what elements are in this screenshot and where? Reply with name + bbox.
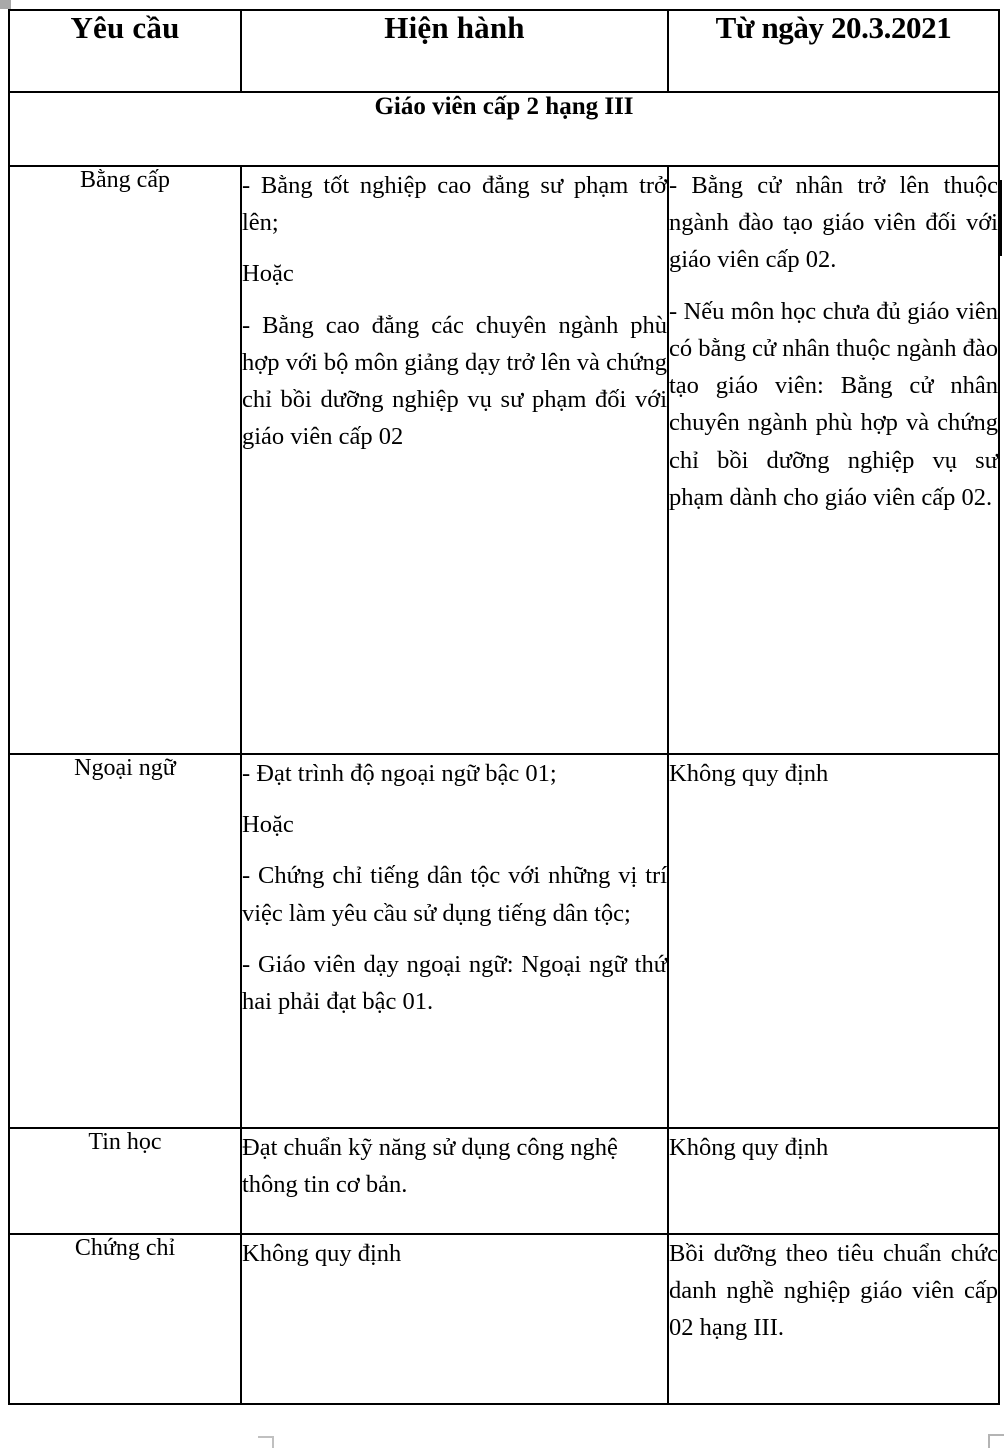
- column-header-requirement: Yêu cầu: [9, 10, 241, 92]
- column-header-new-date: Từ ngày 20.3.2021: [668, 10, 999, 92]
- cell-current-informatics: [241, 1128, 668, 1234]
- group-title-row: [9, 92, 999, 166]
- paragraph: - Nếu môn học chưa đủ giáo viên có bằng cử nhân thuộc ngành đào tạo giáo viên: Bằng cử nhân chuyên ngành phù hợp và chứng chỉ bồi dưỡng nghiệp vụ sư phạm dành cho giáo viên cấp 02.: [669, 297, 998, 511]
- group-title-cell: Giáo viên cấp 2 hạng III: [9, 92, 999, 166]
- row-label-informatics: Tin học: [9, 1128, 241, 1234]
- paragraph: - Bằng tốt nghiệp cao đẳng sư phạm trở lên;: [242, 172, 667, 237]
- cell-new-informatics: [668, 1128, 999, 1234]
- paragraph: Không quy định: [242, 1240, 402, 1267]
- paragraph: - Bằng cử nhân trở lên thuộc ngành đào tạo giáo viên đối với giáo viên cấp 02.: [669, 172, 998, 274]
- table-row: [9, 754, 999, 1128]
- cell-current-degree: [241, 166, 668, 754]
- table-header: [9, 10, 999, 92]
- row-label-degree: Bằng cấp: [9, 166, 241, 754]
- table-row: [9, 166, 999, 754]
- cell-current-foreign-language: [241, 754, 668, 1128]
- table-row: [9, 1234, 999, 1404]
- header-row: [9, 10, 999, 92]
- scan-artifact-bottom-right: [988, 1434, 1004, 1448]
- cell-new-certificate: [668, 1234, 999, 1404]
- table-row: [9, 1128, 999, 1234]
- paragraph: - Giáo viên dạy ngoại ngữ: Ngoại ngữ thứ hai phải đạt bậc 01.: [242, 950, 667, 1016]
- paragraph: - Đạt trình độ ngoại ngữ bậc 01;: [242, 760, 557, 787]
- paragraph: Bồi dưỡng theo tiêu chuẩn chức danh nghề nghiệp giáo viên cấp 02 hạng III.: [669, 1240, 998, 1342]
- row-label-foreign-language: Ngoại ngữ: [9, 754, 241, 1128]
- cell-current-certificate: [241, 1234, 668, 1404]
- cell-new-foreign-language: [668, 754, 999, 1128]
- scan-artifact-bottom-left: [258, 1436, 274, 1448]
- row-label-certificate: Chứng chỉ: [9, 1234, 241, 1404]
- paragraph: Hoặc: [242, 811, 294, 839]
- paragraph: Hoặc: [242, 260, 294, 288]
- scan-artifact-right-edge: [999, 180, 1002, 256]
- paragraph: Không quy định: [669, 1134, 829, 1161]
- paragraph: Không quy định: [669, 760, 829, 787]
- paragraph: - Bằng cao đẳng các chuyên ngành phù hợp với bộ môn giảng dạy trở lên và chứng chỉ bồi dưỡng nghiệp vụ sư phạm đối với giáo viên cấp 02: [242, 311, 667, 451]
- scan-artifact-top-left: [0, 0, 11, 9]
- requirements-comparison-table: [8, 9, 1000, 1405]
- cell-new-degree: [668, 166, 999, 754]
- table-body: [9, 92, 999, 1404]
- paragraph: - Chứng chỉ tiếng dân tộc với những vị trí việc làm yêu cầu sử dụng tiếng dân tộc;: [242, 862, 667, 927]
- column-header-current: Hiện hành: [241, 10, 668, 92]
- paragraph: Đạt chuẩn kỹ năng sử dụng công nghệ thông tin cơ bản.: [242, 1134, 618, 1199]
